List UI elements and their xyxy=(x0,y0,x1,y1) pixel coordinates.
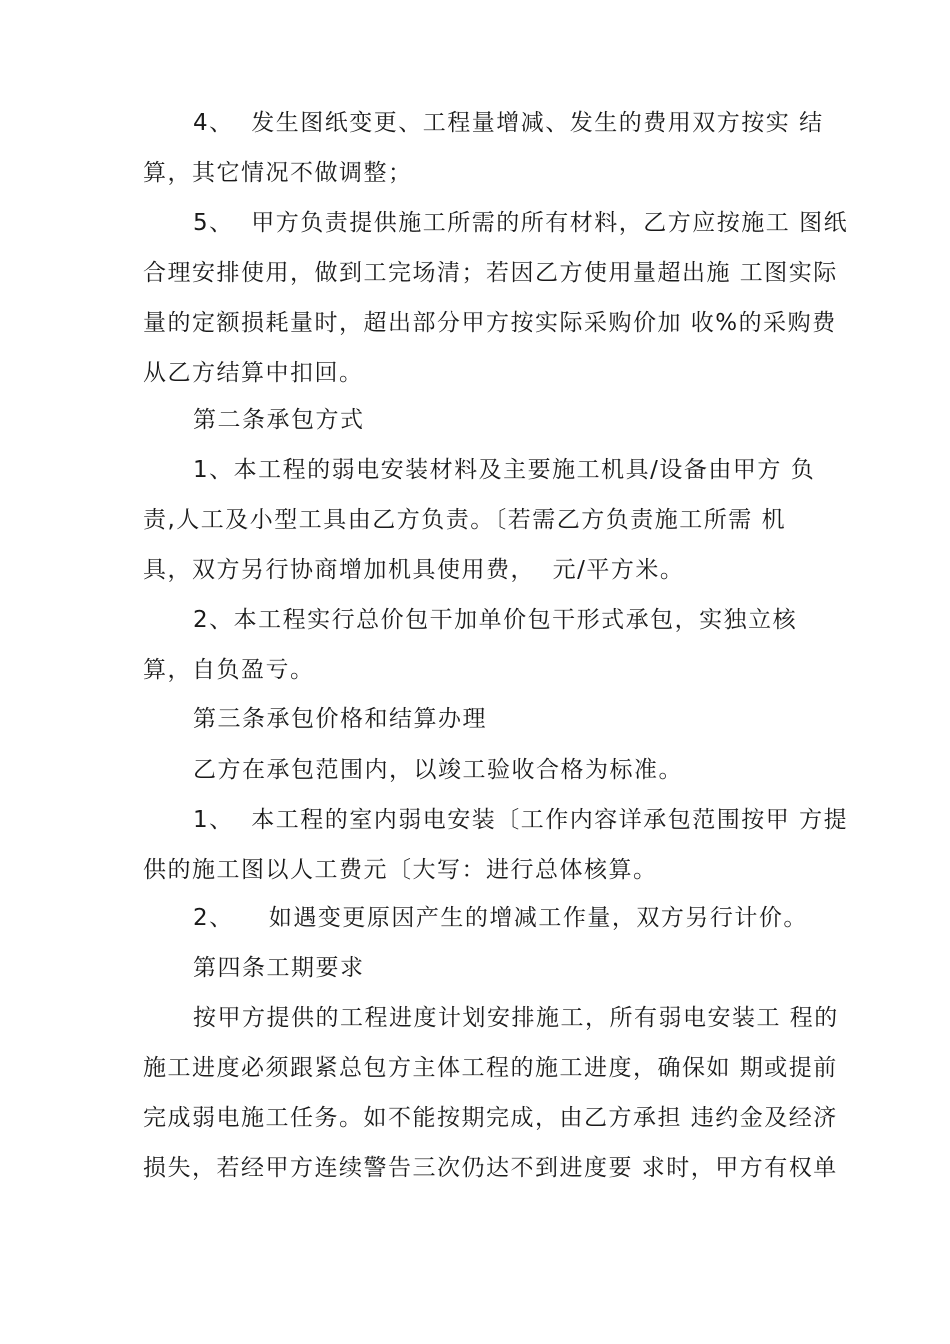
text-line: 2、 如遇变更原因产生的增减工作量，双方另行计价。 xyxy=(193,905,808,931)
text-line: 供的施工图以人工费元〔大写：进行总体核算。 xyxy=(143,857,658,883)
text-line: 1、本工程的弱电安装材料及主要施工机具/设备由甲方 负 xyxy=(193,457,816,483)
section-heading: 第三条承包价格和结算办理 xyxy=(193,706,487,732)
text-line: 损失，若经甲方连续警告三次仍达不到进度要 求时，甲方有权单 xyxy=(143,1155,838,1181)
text-line: 施工进度必须跟紧总包方主体工程的施工进度，确保如 期或提前 xyxy=(143,1055,838,1081)
text-line: 按甲方提供的工程进度计划安排施工，所有弱电安装工 程的 xyxy=(193,1005,839,1031)
text-line: 完成弱电施工任务。如不能按期完成，由乙方承担 违约金及经济 xyxy=(143,1105,838,1131)
text-line: 算，自负盈亏。 xyxy=(143,657,315,683)
text-line: 乙方在承包范围内，以竣工验收合格为标准。 xyxy=(193,757,683,783)
section-heading: 第二条承包方式 xyxy=(193,407,365,433)
section-heading: 第四条工期要求 xyxy=(193,955,365,981)
text-line: 4、 发生图纸变更、工程量增减、发生的费用双方按实 结 xyxy=(193,110,824,136)
text-line: 合理安排使用，做到工完场清；若因乙方使用量超出施 工图实际 xyxy=(143,260,838,286)
text-line: 5、 甲方负责提供施工所需的所有材料，乙方应按施工 图纸 xyxy=(193,210,849,236)
text-line: 2、本工程实行总价包干加单价包干形式承包，实独立核 xyxy=(193,607,798,633)
text-line: 从乙方结算中扣回。 xyxy=(143,360,364,386)
text-line: 量的定额损耗量时，超出部分甲方按实际采购价加 收%的采购费 xyxy=(143,310,837,336)
text-line: 算，其它情况不做调整； xyxy=(143,160,413,186)
text-line: 具，双方另行协商增加机具使用费， 元/平方米。 xyxy=(143,557,685,583)
text-line: 1、 本工程的室内弱电安装〔工作内容详承包范围按甲 方提 xyxy=(193,807,849,833)
text-line: 责,人工及小型工具由乙方负责。〔若需乙方负责施工所需 机 xyxy=(143,507,787,533)
